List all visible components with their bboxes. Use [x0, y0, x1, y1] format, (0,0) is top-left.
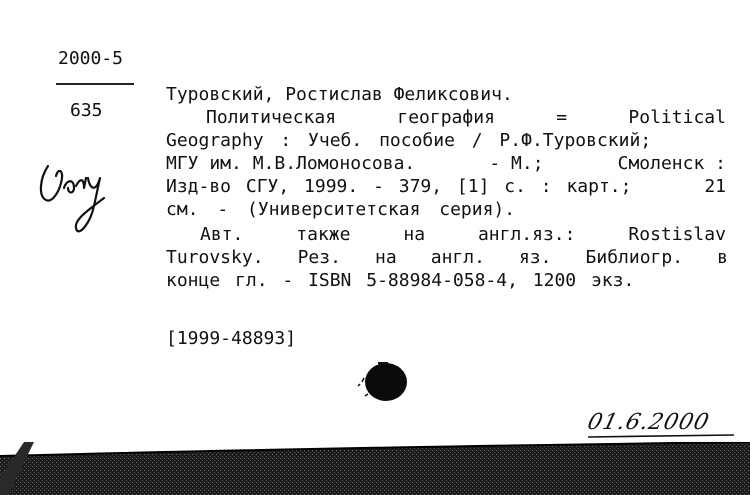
- note-word: англ.: [430, 247, 485, 268]
- title-segment: Смоленск :: [617, 153, 726, 174]
- title-segment: - М.;: [489, 153, 544, 174]
- title-word: =: [556, 107, 568, 128]
- title-line-5: см. - (Университетская серия).: [166, 199, 516, 220]
- title-word: география: [397, 107, 495, 128]
- title-line-1: [206, 107, 726, 129]
- note-word: также: [296, 224, 351, 245]
- title-segment: 21: [704, 176, 726, 197]
- title-word: Политическая: [206, 107, 337, 128]
- scanned-card-edge: [0, 442, 750, 495]
- title-line-4: [166, 176, 726, 198]
- note-word: Rostislav: [628, 224, 726, 245]
- note-word: Библиогр.: [585, 247, 684, 268]
- call-number-divider: [56, 83, 134, 85]
- shelf-number: 635: [70, 100, 103, 121]
- handwritten-signature: [34, 148, 124, 248]
- title-line-3: [166, 153, 726, 175]
- note-word: англ.яз.:: [477, 224, 576, 245]
- call-number: 2000-5: [58, 48, 124, 69]
- ink-stamp-blot: [356, 360, 416, 410]
- note-word: Авт.: [200, 224, 244, 245]
- date-underline: [586, 432, 736, 440]
- note-line-1: [200, 224, 726, 246]
- note-word: на: [403, 224, 426, 245]
- title-segment: МГУ им. М.В.Ломоносова.: [166, 153, 416, 174]
- title-word: Political: [628, 107, 726, 128]
- title-segment: Изд-во СГУ, 1999. - 379, [1] с. : карт.;: [166, 176, 632, 197]
- handwritten-date-text: 01.6.2000: [584, 410, 713, 435]
- note-word: на: [375, 247, 397, 268]
- title-line-2: Geography : Учеб. пособие / Р.Ф.Туровский;: [166, 130, 652, 151]
- handwritten-date: [584, 410, 713, 435]
- accession-number: [1999-48893]: [166, 328, 297, 349]
- note-line-3: конце гл. - ISBN 5-88984-058-4, 1200 экз.: [166, 270, 635, 291]
- author-heading: Туровский, Ростислав Феликсович.: [166, 84, 513, 105]
- note-line-2: [166, 247, 728, 269]
- note-word: Turovsky.: [166, 247, 264, 268]
- note-word: яз.: [518, 247, 552, 268]
- note-word: в: [717, 247, 728, 268]
- note-word: Рез.: [297, 247, 341, 268]
